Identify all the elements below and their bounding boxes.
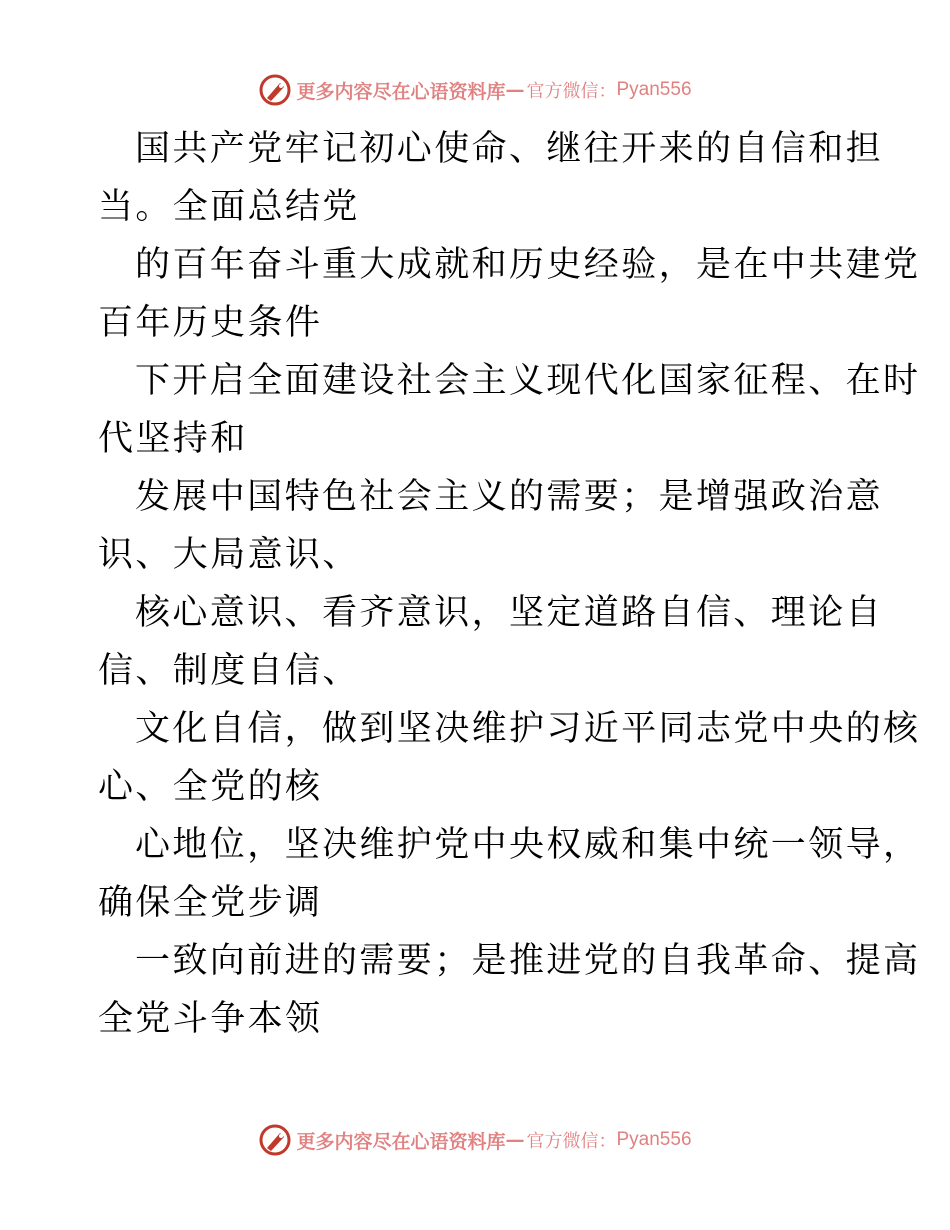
watermark-text: 更多内容尽在心语资料库 (296, 1130, 506, 1153)
paragraph-line: 国共产党牢记初心使命、继往开来的自信和担 (135, 129, 884, 169)
pen-nib-circle-icon (258, 73, 292, 107)
paragraph-line: 核心意识、看齐意识，坚定道路自信、理论自 (135, 593, 884, 633)
paragraph-line: 代坚持和 (98, 419, 248, 459)
paragraph-line: 全党斗争本领 (98, 999, 323, 1039)
watermark-wechat-id: Pyan556 (616, 79, 692, 100)
watermark-official-label: 官方微信： (526, 81, 617, 102)
paragraph-line: 文化自信，做到坚决维护习近平同志党中央的核 (135, 709, 921, 749)
paragraph-line: 信、制度自信、 (98, 651, 360, 691)
watermark-footer (0, 1120, 950, 1160)
paragraph-line: 识、大局意识、 (98, 535, 360, 575)
watermark-header (0, 70, 950, 110)
paragraph-line: 发展中国特色社会主义的需要；是增强政治意 (135, 477, 884, 517)
paragraph-line: 一致向前进的需要；是推进党的自我革命、提高 (135, 941, 921, 981)
watermark-dash: — (505, 1129, 525, 1151)
paragraph-line: 当。全面总结党 (98, 187, 360, 227)
watermark-text: 更多内容尽在心语资料库 (296, 80, 506, 103)
paragraph-line: 心地位，坚决维护党中央权威和集中统一领导， (135, 825, 921, 865)
watermark-wechat-id: Pyan556 (616, 1129, 692, 1150)
paragraph-line: 心、全党的核 (98, 767, 323, 807)
document-body (98, 120, 921, 1048)
pen-nib-circle-icon (258, 1123, 292, 1157)
paragraph-line: 下开启全面建设社会主义现代化国家征程、在时 (135, 361, 921, 401)
paragraph-line: 的百年奋斗重大成就和历史经验，是在中共建党 (135, 245, 921, 285)
watermark-dash: — (505, 79, 525, 101)
watermark-official-label: 官方微信： (526, 1131, 617, 1152)
paragraph-line: 百年历史条件 (98, 303, 323, 343)
paragraph-line: 确保全党步调 (98, 883, 323, 923)
